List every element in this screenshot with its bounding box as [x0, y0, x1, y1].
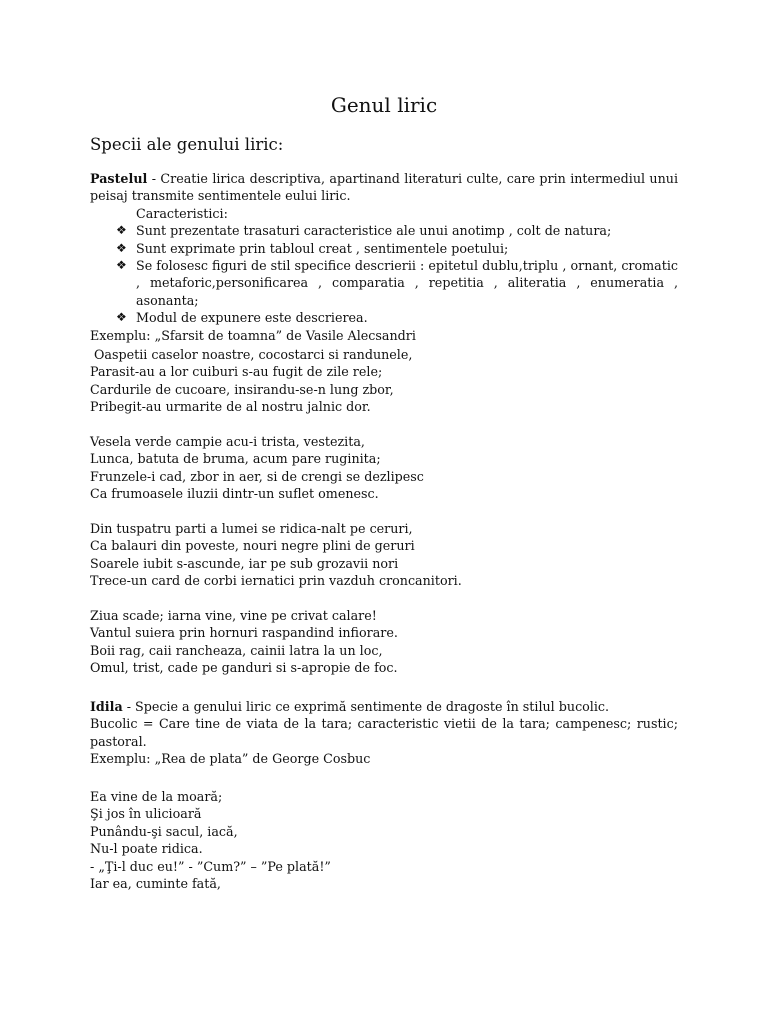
poem-stanza — [90, 433, 678, 503]
pastelul-example: Exemplu: „Sfarsit de toamna” de Vasile Alecsandri — [90, 327, 416, 343]
poem-line: Pribegit-au urmarite de al nostru jalnic dor. — [90, 399, 371, 415]
idila-definition-paragraph — [90, 698, 678, 715]
list-item: ❖ Sunt prezentate trasaturi caracteristice ale unui anotimp , colt de natura; — [116, 223, 612, 239]
poem-line: Frunzele-i cad, zbor in aer, si de crengi se dezlipesc — [90, 468, 424, 484]
poem-line: Ca frumoasele iluzii dintr-un suflet omenesc. — [90, 486, 379, 502]
poem-line: Nu-l poate ridica. — [90, 841, 203, 857]
poem-line: - „Ţi-l duc eu!” - ”Cum?” – ”Pe plată!” — [90, 858, 331, 874]
poem-line: Ziua scade; iarna vine, vine pe crivat calare! — [90, 608, 377, 624]
list-item: ❖ Modul de expunere este descrierea. — [116, 310, 368, 326]
pastelul-poem — [90, 346, 678, 677]
poem-line: Vantul suiera prin hornuri raspandind infiorare. — [90, 625, 398, 641]
poem-line: Trece-un card de corbi iernatici prin vazduh croncanitori. — [90, 573, 462, 589]
idila-definition: - Specie a genului liric ce exprimă sentimente de dragoste în stilul bucolic. — [122, 699, 610, 714]
poem-line: Cardurile de cucoare, insirandu-se-n lung zbor, — [90, 381, 394, 397]
poem-line: Lunca, batuta de bruma, acum pare ruginita; — [90, 451, 381, 467]
idila-poem — [90, 788, 678, 892]
poem-stanza — [90, 520, 678, 590]
poem-line: Soarele iubit s-ascunde, iar pe sub grozavii nori — [90, 555, 399, 571]
poem-stanza — [90, 607, 678, 677]
poem-line: Ca balauri din poveste, nouri negre plini de geruri — [90, 538, 415, 554]
poem-line: Şi jos în ulicioară — [90, 806, 202, 822]
characteristics-label: Caracteristici: — [136, 205, 228, 221]
poem-line: Parasit-au a lor cuiburi s-au fugit de zile rele; — [90, 364, 383, 380]
poem-line: Iar ea, cuminte fată, — [90, 876, 221, 892]
pastelul-section — [90, 170, 678, 344]
poem-line: Omul, trist, cade pe ganduri si s-apropie de foc. — [90, 660, 398, 676]
poem-line: Oaspetii caselor noastre, cocostarci si randunele, — [90, 347, 413, 362]
poem-line: Vesela verde campie acu-i trista, vestezita, — [90, 434, 365, 450]
poem-line: Din tuspatru parti a lumei se ridica-nalt pe ceruri, — [90, 521, 413, 537]
list-item: ❖ Se folosesc figuri de stil specifice descrierii : epitetul dublu,triplu , ornant, cromatic , metaforic,personificarea , comparatia , repetitia , aliteratia , enumeratia , asonanta; — [116, 258, 678, 308]
page-title: Genul liric — [330, 93, 438, 117]
poem-line: Punându-şi sacul, iacă, — [90, 823, 238, 839]
diamond-bullet-icon: ❖ — [116, 258, 127, 273]
diamond-bullet-icon: ❖ — [116, 223, 127, 238]
idila-example: Exemplu: „Rea de plata” de George Cosbuc — [90, 751, 371, 767]
poem-stanza — [90, 346, 678, 416]
bucolic-definition: Bucolic = Care tine de viata de la tara; caracteristic vietii de la tara; campenesc; rustic; pastoral. — [90, 716, 678, 749]
idila-section — [90, 698, 678, 768]
pastelul-definition: - Creatie lirica descriptiva, apartinand literaturi culte, care prin intermediul unui peisaj transmite sentimentele eului liric. — [90, 171, 678, 204]
diamond-bullet-icon: ❖ — [116, 310, 127, 325]
poem-line: Ea vine de la moară; — [90, 789, 223, 804]
idila-term: Idila — [90, 699, 123, 714]
section-subtitle: Specii ale genului liric: — [90, 135, 284, 154]
characteristics-list — [90, 222, 678, 326]
diamond-bullet-icon: ❖ — [116, 240, 127, 255]
list-item: ❖ Sunt exprimate prin tabloul creat , sentimentele poetului; — [116, 240, 509, 256]
pastelul-term: Pastelul — [90, 171, 148, 186]
poem-line: Boii rag, caii rancheaza, cainii latra la un loc, — [90, 642, 383, 658]
pastelul-definition-paragraph — [90, 170, 678, 205]
